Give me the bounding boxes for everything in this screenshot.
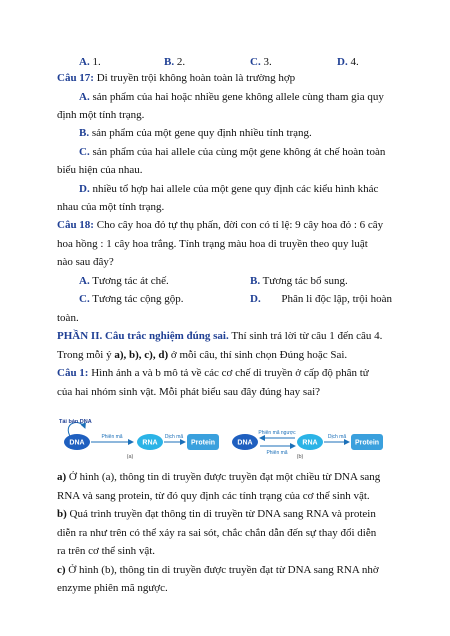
statement-a: a) Ở hình (a), thông tin di truyền được truyền đạt một chiều từ DNA sang — [57, 471, 381, 483]
statement-a-cont: RNA và sang protein, từ đó quy định các tính trạng của cơ thể sinh vật. — [57, 490, 370, 502]
statement-b: b) Quá trình truyền đạt thông tin di truyền từ DNA sang RNA và protein — [57, 508, 376, 520]
q17-option-d-cont: nhau của một tính trạng. — [57, 201, 165, 213]
q16-option-a: A. 1. — [79, 56, 101, 68]
protein-label-a: Protein — [190, 439, 216, 447]
q18-option-a: A. Tương tác át chế. — [79, 275, 169, 287]
statement-c-cont: enzyme phiên mã ngược. — [57, 582, 168, 594]
statement-c: c) Ở hình (b), thông tin di truyền được truyền đạt từ DNA sang RNA nhờ — [57, 564, 379, 576]
caption-b: (b) — [296, 454, 304, 460]
q18-option-d: D. Phân li độc lập, trội hoàn — [250, 293, 392, 305]
dna-label-a: DNA — [69, 439, 85, 447]
q1-stem-l2: của hai nhóm sinh vật. Mỗi phát biểu sau đây đúng hay sai? — [57, 386, 321, 398]
molecular-mechanism-figure — [57, 418, 392, 460]
q18-option-c: C. Tương tác cộng gộp. — [79, 293, 184, 305]
q16-option-b: B. 2. — [164, 56, 186, 68]
q17-stem: Câu 17: Di truyền trội không hoàn toàn là trường hợp — [57, 72, 296, 84]
q18-stem: Câu 18: Cho cây hoa đỏ tự thụ phấn, đời con có tỉ lệ: 9 cây hoa đỏ : 6 cây — [57, 219, 384, 231]
protein-label-b: Protein — [354, 439, 380, 447]
rna-label-a: RNA — [142, 439, 158, 447]
q1-stem: Câu 1: Hình ảnh a và b mô tả về các cơ chế di truyền ở cấp độ phân tử — [57, 367, 369, 379]
q17-option-b: B. sản phẩm của một gene quy định nhiều tính trạng. — [79, 127, 312, 139]
rna-label-b: RNA — [302, 439, 318, 447]
transcription-label-a: Phiên mã — [101, 434, 123, 440]
q18-option-b: B. Tương tác bổ sung. — [250, 275, 348, 287]
q16-option-d: D. 4. — [337, 56, 359, 68]
reverse-transcription-label: Phiên mã ngược — [258, 430, 296, 436]
q17-option-d: D. nhiều tổ hợp hai allele của một gene quy định các kiểu hình khác — [79, 183, 379, 195]
q16-option-c: C. 3. — [250, 56, 272, 68]
statement-b-cont2: ra trên cơ thể sinh vật. — [57, 545, 156, 557]
part2-instructions: Trong mỗi ý a), b), c), d) ở mỗi câu, thí sinh chọn Đúng hoặc Sai. — [57, 349, 348, 361]
dna-label-b: DNA — [237, 439, 253, 447]
part2-heading: PHẦN II. Câu trắc nghiệm đúng sai. Thí sinh trả lời từ câu 1 đến câu 4. — [57, 330, 383, 342]
statement-b-cont: diễn ra như trên có thể xảy ra sai sót, chắc chắn dẫn đến sự thay đổi diễn — [57, 527, 377, 539]
q17-option-a: A. sản phẩm của hai hoặc nhiều gene không allele cùng tham gia quy — [79, 91, 384, 103]
translation-label-b: Dịch mã — [327, 434, 347, 440]
q18-stem-l3: nào sau đây? — [57, 256, 114, 268]
q17-option-c-cont: biểu hiện của nhau. — [57, 164, 143, 176]
q17-option-a-cont: định một tính trạng. — [57, 109, 145, 121]
q17-option-c: C. sản phẩm của hai allele của cùng một gene không át chế hoàn toàn — [79, 146, 386, 158]
transcription-label-b: Phiên mã — [266, 450, 288, 456]
q18-option-d-cont: toàn. — [57, 312, 79, 324]
replication-label: Tái bản DNA — [59, 419, 92, 425]
translation-label-a: Dịch mã — [164, 434, 184, 440]
q18-stem-l2: hoa hồng : 1 cây hoa trắng. Tính trạng màu hoa di truyền theo quy luật — [57, 238, 368, 250]
caption-a: (a) — [126, 454, 134, 460]
